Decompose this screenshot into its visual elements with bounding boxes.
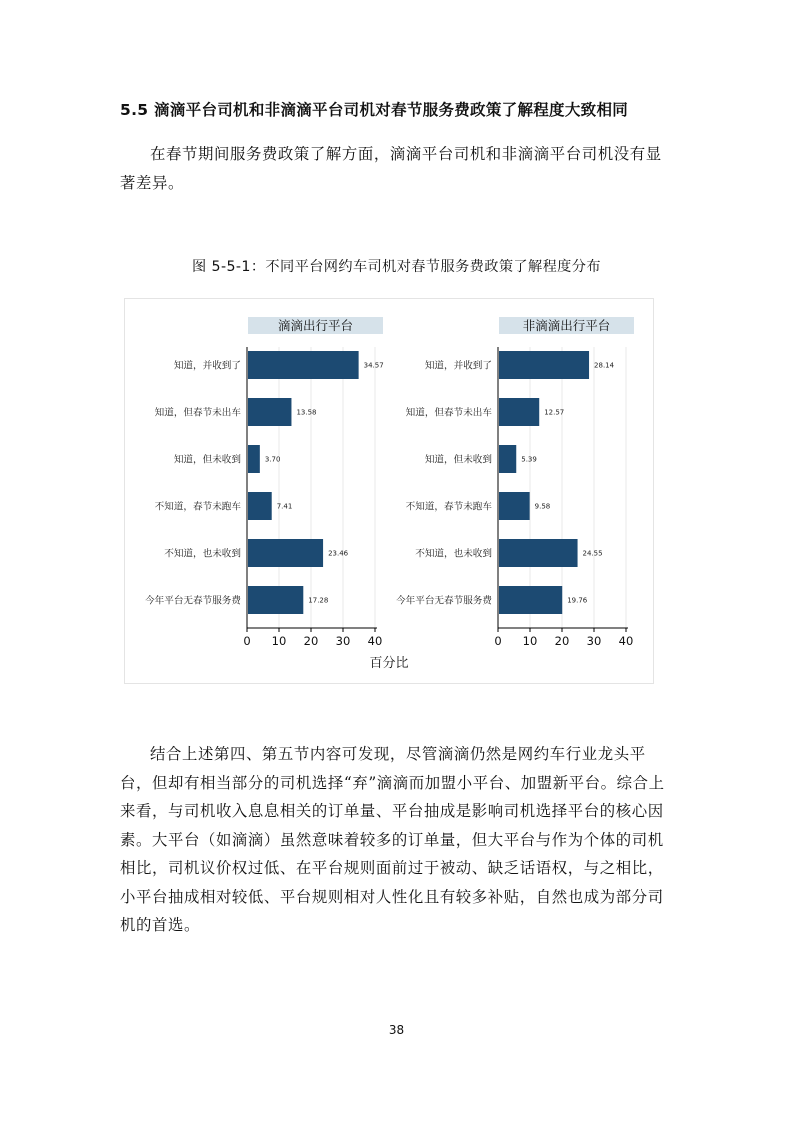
intro-paragraph: 在春节期间服务费政策了解方面，滴滴平台司机和非滴滴平台司机没有显著差异。 [120,145,662,192]
value-label: 34.57 [363,361,384,370]
bar [499,351,589,379]
x-tick-label: 30 [335,634,351,648]
value-label: 12.57 [544,408,565,417]
x-tick-label: 0 [243,634,251,648]
category-label: 不知道，春节未跑车 [154,501,241,513]
category-label: 不知道，也未收到 [164,548,241,560]
bar [499,398,539,426]
x-tick-label: 40 [367,634,383,648]
category-label: 不知道，春节未跑车 [405,501,492,513]
conclusion-paragraph: 结合上述第四、第五节内容可发现，尽管滴滴仍然是网约车行业龙头平台，但却有相当部分的司机选择“弃”滴滴而加盟小平台、加盟新平台。综合上来看，与司机收入息息相关的订单量、平台抽成是影响司机选择平台的核心因素。大平台（如滴滴）虽然意味着较多的订单量，但大平台与作为个体的司机相比，司机议价权过低、在平台规则面前过于被动、缺乏话语权，与之相比，小平台抽成相对较低、平台规则相对人性化且有较多补贴，自然也成为部分司机的首选。 [120,745,665,934]
x-tick-label: 0 [494,634,502,648]
x-tick-label: 30 [586,634,602,648]
value-label: 28.14 [594,361,615,370]
bar [499,539,578,567]
bar [248,492,272,520]
bar [499,445,516,473]
category-label: 不知道，也未收到 [415,548,492,560]
category-label: 今年平台无春节服务费 [145,595,241,607]
value-label: 23.46 [328,549,349,558]
category-label: 今年平台无春节服务费 [396,595,492,607]
bar [248,445,260,473]
category-label: 知道，并收到了 [173,360,241,372]
category-label: 知道，但未收到 [173,454,241,466]
x-tick-label: 20 [303,634,319,648]
value-label: 24.55 [582,549,603,558]
bar [499,586,562,614]
value-label: 17.28 [308,596,329,605]
value-label: 13.58 [296,408,317,417]
bar [248,398,291,426]
category-label: 知道，并收到了 [424,360,492,372]
category-label: 知道，但未收到 [424,454,492,466]
bar [248,351,359,379]
value-label: 5.39 [521,455,537,464]
section-heading: 5.5 滴滴平台司机和非滴滴平台司机对春节服务费政策了解程度大致相同 [120,101,629,119]
figure-frame [124,298,654,684]
x-tick-label: 10 [522,634,538,648]
figure-caption: 图 5-5-1：不同平台网约车司机对春节服务费政策了解程度分布 [192,259,601,275]
bar [248,539,323,567]
x-tick-label: 40 [618,634,634,648]
bar [499,492,530,520]
panel-title-2: 非滴滴出行平台 [522,318,611,333]
panel-title-1: 滴滴出行平台 [277,318,354,333]
bar [248,586,303,614]
value-label: 9.58 [534,502,551,511]
page-number: 38 [388,1023,405,1037]
x-tick-label: 10 [271,634,287,648]
x-axis-title: 百分比 [369,656,409,671]
x-tick-label: 20 [554,634,570,648]
value-label: 3.70 [264,455,281,464]
bar-chart [125,299,653,683]
category-label: 知道，但春节未出车 [154,407,241,419]
value-label: 19.76 [567,596,588,605]
category-label: 知道，但春节未出车 [405,407,492,419]
value-label: 7.41 [276,502,293,511]
